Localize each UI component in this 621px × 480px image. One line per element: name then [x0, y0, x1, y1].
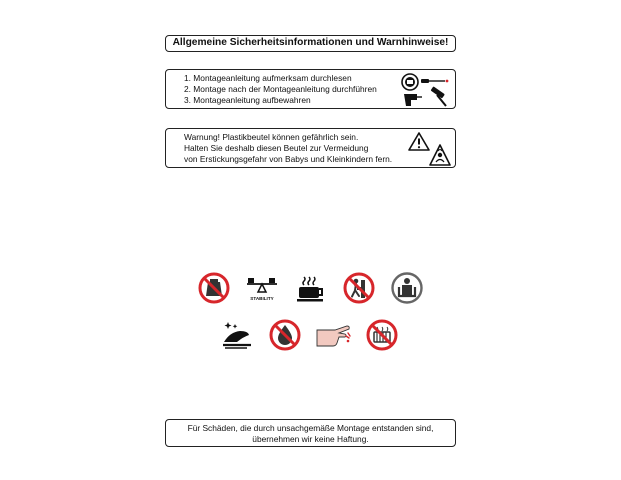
hammer-icon — [431, 86, 446, 106]
warning-line-2: Halten Sie deshalb diesen Beutel zur Vermeidung — [184, 143, 369, 153]
liability-disclaimer-box — [165, 419, 456, 447]
disclaimer-line-2: übernehmen wir keine Haftung. — [252, 434, 369, 444]
no-heavy-load-icon — [197, 271, 231, 305]
drill-icon — [404, 94, 422, 106]
tools-icon — [401, 72, 451, 108]
clean-with-cloth-icon — [220, 318, 254, 352]
warning-icons — [407, 131, 451, 167]
warning-line-3: von Erstickungsgefahr von Babys und Kleinkindern fern. — [184, 154, 393, 164]
title-box — [165, 35, 456, 52]
warning-line-1: Warnung! Plastikbeutel können gefährlich sein. — [184, 132, 359, 142]
step-2: 2. Montage nach der Montageanleitung durchführen — [184, 84, 377, 94]
no-sitting-icon — [390, 271, 424, 305]
read-manual-icon — [402, 74, 418, 90]
no-water-icon — [268, 318, 302, 352]
plastic-bag-warning-box — [165, 128, 456, 168]
screwdriver-icon — [421, 79, 448, 83]
disclaimer-line-1: Für Schäden, die durch unsachgemäße Montage entstanden sind, — [187, 423, 434, 433]
no-heat-icon — [365, 318, 399, 352]
assembly-steps-box — [165, 69, 456, 109]
warning-text — [184, 132, 392, 165]
suffocation-warning-icon — [430, 145, 450, 165]
liability-disclaimer — [166, 423, 455, 445]
page-title: Allgemeine Sicherheitsinformationen und Warnhinweise! — [172, 37, 449, 48]
stability-icon — [244, 271, 280, 305]
assembly-steps-list — [184, 73, 377, 106]
warning-triangle-icon — [409, 133, 429, 150]
stability-label: STABILITY — [250, 296, 274, 301]
finger-pinch-icon — [315, 318, 353, 352]
no-climbing-icon — [342, 271, 376, 305]
step-1: 1. Montageanleitung aufmerksam durchlesen — [184, 73, 352, 83]
hot-drink-icon — [293, 271, 327, 305]
step-3: 3. Montageanleitung aufbewahren — [184, 95, 311, 105]
